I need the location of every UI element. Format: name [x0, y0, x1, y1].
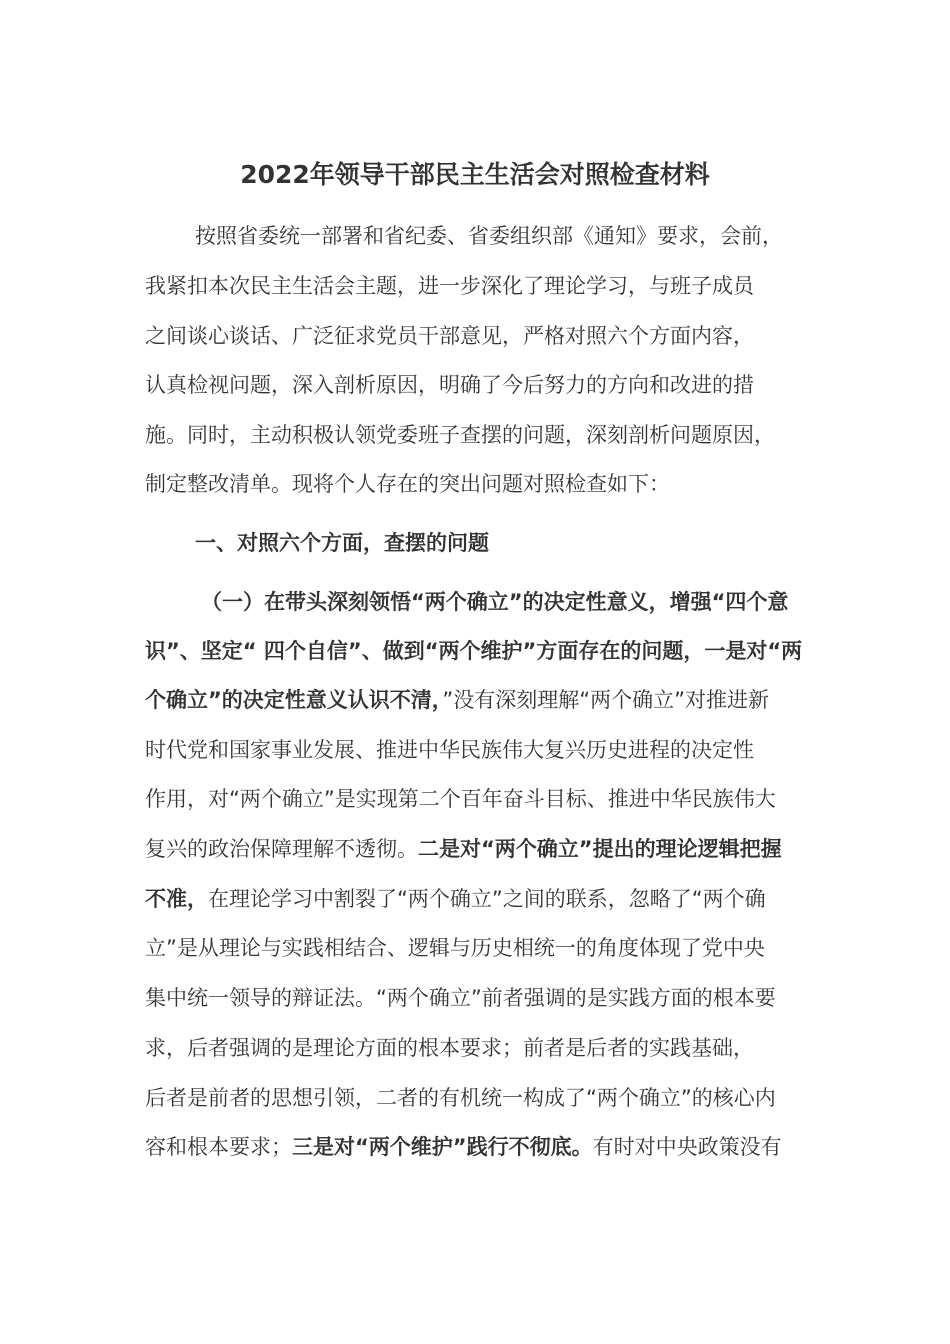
body-line	[145, 983, 776, 1013]
body-text: 不准，	[145, 887, 208, 911]
body-text: 有时对中央政策没有	[592, 1135, 782, 1159]
document-title: 2022年领导干部民主生活会对照检查材料	[240, 160, 710, 189]
body-line	[145, 636, 802, 666]
body-text: 在理论学习中割裂了“两个确立”之间的联系，忽略了“两个确	[208, 887, 766, 911]
intro-line: 制定整改清单。现将个人存在的突出问题对照检查如下：	[145, 472, 670, 496]
body-text: 一是对“两	[704, 639, 803, 663]
body-text: ”没有深刻理解“两个确立”对推进新	[442, 688, 769, 712]
intro-line: 按照省委统一部署和省纪委、省委组织部《通知》要求，会前，	[195, 224, 783, 248]
body-text: 二是对“两个确立”提出的理论逻辑把握	[418, 837, 782, 861]
body-text: 三是对“两个维护”践行不彻底。	[292, 1135, 593, 1159]
intro-line: 施。同时，主动积极认领党委班子查摆的问题，深刻剖析问题原因，	[145, 423, 775, 447]
intro-line: 我紧扣本次民主生活会主题，进一步深化了理论学习，与班子成员	[145, 274, 754, 298]
body-line	[145, 784, 776, 814]
body-text: 立”是从理论与实践相结合、逻辑与历史相统一的角度体现了党中央	[145, 936, 765, 960]
body-text: （一）在带头深刻领悟“两个确立”的决定性意义，增强“四个意	[201, 590, 789, 614]
body-line	[201, 587, 788, 617]
body-text: 复兴的政治保障理解不透彻。	[145, 837, 418, 861]
body-line	[145, 1083, 776, 1113]
intro-line: 之间谈心谈话、广泛征求党员干部意见，严格对照六个方面内容，	[145, 324, 754, 348]
body-line	[145, 884, 766, 914]
body-line	[145, 1132, 782, 1162]
body-line	[145, 933, 765, 963]
body-line	[145, 834, 782, 864]
section-heading: 一、对照六个方面，查摆的问题	[195, 531, 489, 555]
body-line	[145, 735, 754, 765]
body-text: 容和根本要求；	[145, 1135, 292, 1159]
intro-line: 认真检视问题，深入剖析原因，明确了今后努力的方向和改进的措	[145, 373, 754, 397]
body-text: 时代党和国家事业发展、推进中华民族伟大复兴历史进程的决定性	[145, 738, 754, 762]
body-text: 求，后者强调的是理论方面的根本要求；前者是后者的实践基础，	[145, 1036, 754, 1060]
body-text: 集中统一领导的辩证法。“两个确立”前者强调的是实践方面的根本要	[145, 986, 776, 1010]
body-line	[145, 685, 769, 715]
body-text: 个确立”的决定性意义认识不清，	[145, 688, 443, 712]
body-text: 作用，对“两个确立”是实现第二个百年奋斗目标、推进中华民族伟大	[145, 787, 776, 811]
body-text: 识”、坚定“ 四个自信”、做到“两个维护”方面存在的问题，	[145, 639, 705, 663]
body-text: 后者是前者的思想引领，二者的有机统一构成了“两个确立”的核心内	[145, 1086, 776, 1110]
body-line	[145, 1033, 754, 1063]
